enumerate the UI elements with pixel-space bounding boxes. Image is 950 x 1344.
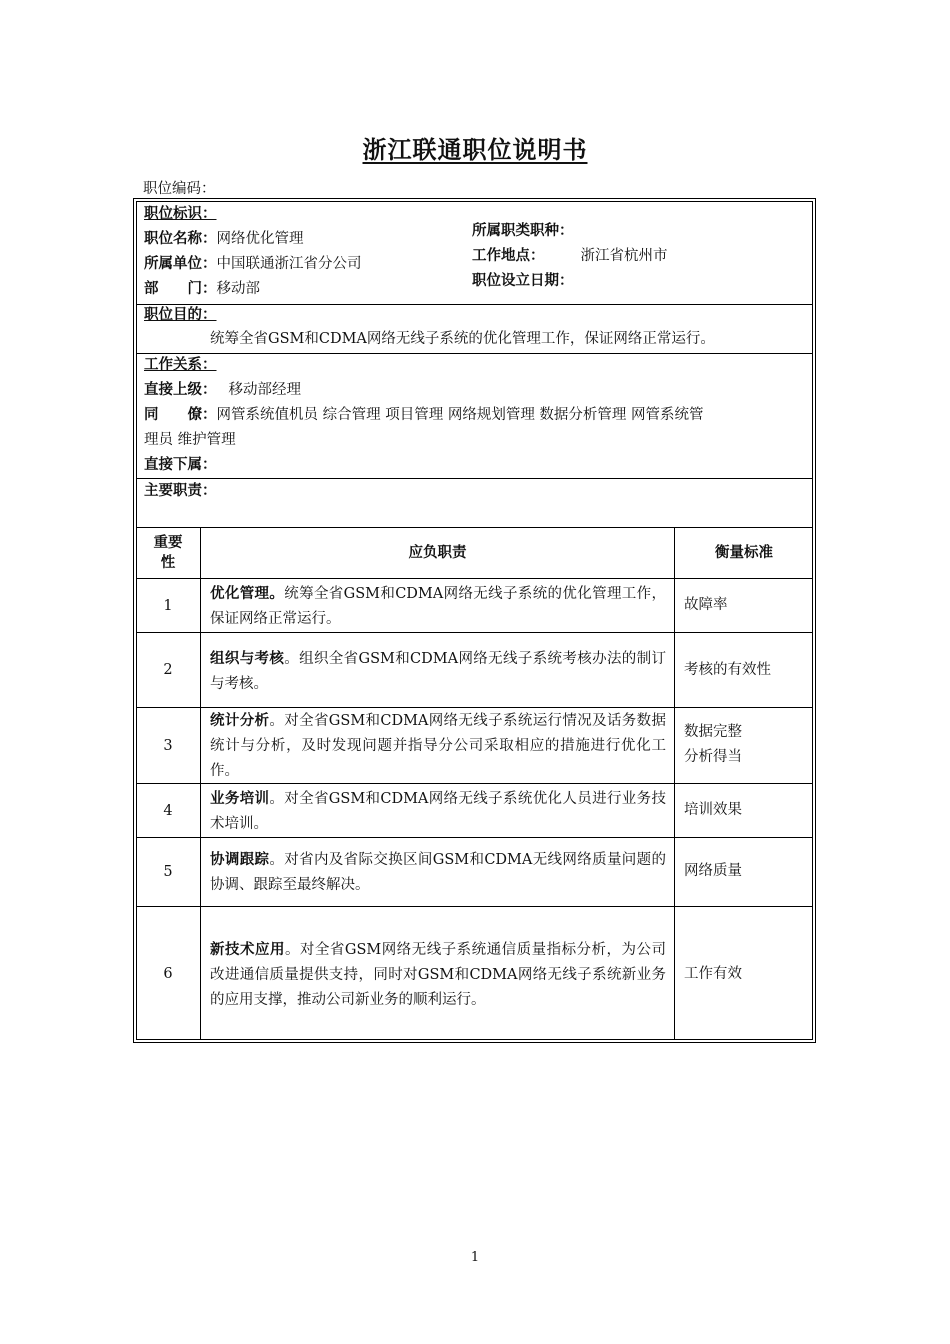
duty-description: 。组织全省GSM和CDMA网络无线子系统考核办法的制订与考核。	[210, 651, 666, 692]
page-number: 1	[470, 1250, 480, 1265]
position-name-row	[144, 229, 304, 249]
location-label: 工作地点：	[472, 247, 545, 264]
row-number: 6	[163, 965, 173, 982]
duty-description: 。对全省GSM和CDMA网络无线子系统优化人员进行业务技术培训。	[210, 791, 667, 832]
duty-title: 新技术应用	[210, 941, 285, 958]
duty-description: 。对全省GSM网络无线子系统通信质量指标分析，为公司改进通信质量提供支持，同时对GSM和CDMA网络无线子系统新业务的应用支撑，推动公司新业务的顺利运行。	[210, 942, 666, 1008]
superior-label: 直接上级：	[144, 381, 217, 398]
duty-title: 组织与考核	[210, 650, 285, 667]
position-name-label: 职位名称：	[144, 230, 217, 247]
row-number: 5	[163, 864, 173, 880]
column-divider	[674, 527, 675, 1040]
duty-description: 。对全省GSM和CDMA网络无线子系统运行情况及话务数据统计与分析，及时发现问题并指导分公司采取相应的措施进行优化工作。	[210, 713, 667, 779]
standard-text: 网络质量	[684, 863, 742, 879]
unit-row	[144, 254, 362, 274]
duty-description: 。对省内及省际交换区间GSM和CDMA无线网络质量问题的协调、跟踪至最终解决。	[210, 852, 667, 893]
location-row	[472, 246, 668, 266]
purpose-header: 职位目的：	[144, 306, 217, 323]
duty-title: 统计分析	[210, 712, 270, 729]
unit-label: 所属单位：	[144, 255, 217, 272]
standard-text: 故障率	[684, 597, 728, 613]
duty-text	[210, 786, 666, 837]
standard-line2: 分析得当	[684, 749, 742, 765]
divider	[136, 632, 813, 633]
dept-row	[144, 279, 260, 299]
dept-value: 移动部	[216, 281, 260, 297]
peers-value-line1: 网管系统值机员 综合管理 项目管理 网络规划管理 数据分析管理 网管系统管	[216, 407, 704, 423]
row-number: 4	[163, 802, 173, 819]
col-standard-header: 衡量标准	[715, 544, 773, 561]
superior-row	[144, 380, 301, 400]
standard-line1: 数据完整	[684, 724, 742, 740]
duty-text	[210, 581, 666, 632]
position-code-label: 职位编码：	[143, 181, 216, 197]
col-importance-line1: 重要	[153, 534, 183, 551]
duty-text	[210, 937, 666, 1013]
unit-value: 中国联通浙江省分公司	[216, 256, 362, 272]
duty-text	[210, 847, 666, 898]
superior-value: 移动部经理	[228, 382, 301, 398]
subordinate-label: 直接下属：	[144, 456, 217, 473]
relations-header: 工作关系：	[144, 356, 217, 373]
row-number: 3	[163, 737, 173, 754]
standard-text: 考核的有效性	[684, 662, 771, 678]
peers-row	[144, 405, 704, 425]
divider	[136, 304, 813, 305]
divider	[136, 353, 813, 354]
divider	[136, 578, 813, 579]
divider	[136, 906, 813, 907]
duties-header: 主要职责：	[144, 482, 217, 499]
standard-text	[684, 720, 809, 770]
col-duty-header: 应负职责	[408, 544, 467, 561]
duty-text	[210, 708, 666, 784]
standard-text: 培训效果	[684, 802, 742, 818]
peers-label: 同 僚：	[144, 406, 217, 423]
col-importance-header	[136, 528, 200, 578]
standard-text: 工作有效	[684, 966, 742, 982]
duty-title: 业务培训	[210, 790, 270, 807]
date-label: 职位设立日期：	[472, 272, 574, 289]
duty-description: 统筹全省GSM和CDMA网络无线子系统的优化管理工作，保证网络正常运行。	[210, 586, 666, 627]
column-divider	[200, 527, 201, 1040]
identity-header: 职位标识：	[144, 205, 217, 222]
location-value: 浙江省杭州市	[580, 248, 668, 264]
purpose-text: 统筹全省GSM和CDMA网络无线子系统的优化管理工作，保证网络正常运行。	[210, 331, 715, 347]
document-title: 浙江联通职位说明书	[362, 135, 588, 164]
duty-text	[210, 646, 666, 697]
duty-title: 优化管理。	[210, 585, 285, 602]
peers-value-line2: 理员 维护管理	[144, 432, 236, 448]
divider	[136, 478, 813, 479]
row-number: 1	[163, 597, 173, 614]
duty-title: 协调跟踪	[210, 851, 270, 868]
divider	[136, 837, 813, 838]
position-name-value: 网络优化管理	[216, 231, 304, 247]
dept-label: 部 门：	[144, 280, 217, 297]
category-label: 所属职类职种：	[472, 222, 574, 239]
col-importance-line2: 性	[160, 554, 176, 571]
row-number: 2	[163, 662, 173, 678]
